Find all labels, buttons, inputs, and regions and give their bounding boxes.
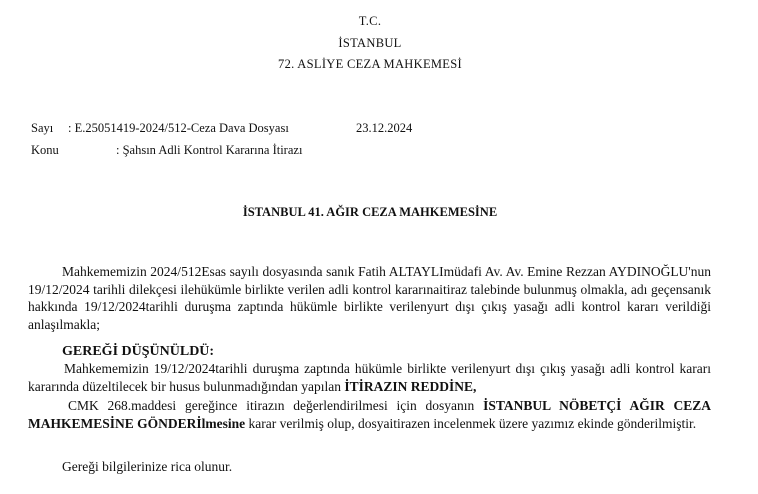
konu-label: Konu: [31, 143, 59, 157]
paragraph-referral: [28, 397, 711, 432]
addressee-court: İSTANBUL 41. AĞIR CEZA MAHKEMESİNE: [242, 205, 498, 219]
decision-ruling: İTİRAZIN REDDİNE,: [344, 378, 477, 394]
referral-text-a: CMK 268.maddesi gereğince itirazın değerlendirilmesi için dosyanın: [68, 398, 484, 413]
header-republic: T.C.: [358, 14, 382, 28]
header-city: İSTANBUL: [338, 36, 402, 50]
sayi-value: : E.25051419-2024/512-Ceza Dava Dosyası: [68, 121, 289, 135]
decision-text: Mahkememizin 19/12/2024tarihli duruşma zaptında hükümle birlikte verilenyurt dışı çıkış yasağı adli kontrol kararı kararında düzeltilecek bir husus bulunmadığından yapılan: [28, 361, 711, 394]
konu-value: : Şahsın Adli Kontrol Kararına İtirazı: [116, 143, 303, 157]
paragraph-facts: Mahkememizin 2024/512Esas sayılı dosyasında sanık Fatih ALTAYLImüdafi Av. Av. Emine Rezzan AYDINOĞLU'nun 19/12/2024 tarihli dilekçesi ilehükümle birlikte verilen adli kontrol kararınaitiraz talebinde bulunmuş olmakla, adı geçensanık hakkında 19/12/2024tarihli duruşma zaptında hükümle birlikte verilenyurt dışı çıkış yasağı adli kontrol kararı verildiği anlaşılmakla;: [28, 264, 711, 332]
decision-heading: GEREĞİ DÜŞÜNÜLDÜ:: [62, 344, 215, 359]
referral-target: İSTANBUL NÖBETÇİ AĞIR CEZA MAHKEMESİNE GÖNDERİlmesine: [28, 398, 711, 431]
header-court: 72. ASLİYE CEZA MAHKEMESİ: [278, 57, 462, 71]
paragraph-decision: [28, 360, 711, 395]
paragraph-closing: Gereği bilgilerinize rica olunur.: [62, 459, 233, 474]
referral-text-b: karar verilmiş olup, dosyaitirazen incelenmek üzere yazımız ekinde gönderilmiştir.: [245, 415, 697, 431]
meta-konu-row: [31, 143, 302, 158]
sayi-label: Sayı: [31, 121, 54, 135]
meta-sayi-row: [31, 121, 413, 136]
document-date: 23.12.2024: [356, 121, 413, 135]
